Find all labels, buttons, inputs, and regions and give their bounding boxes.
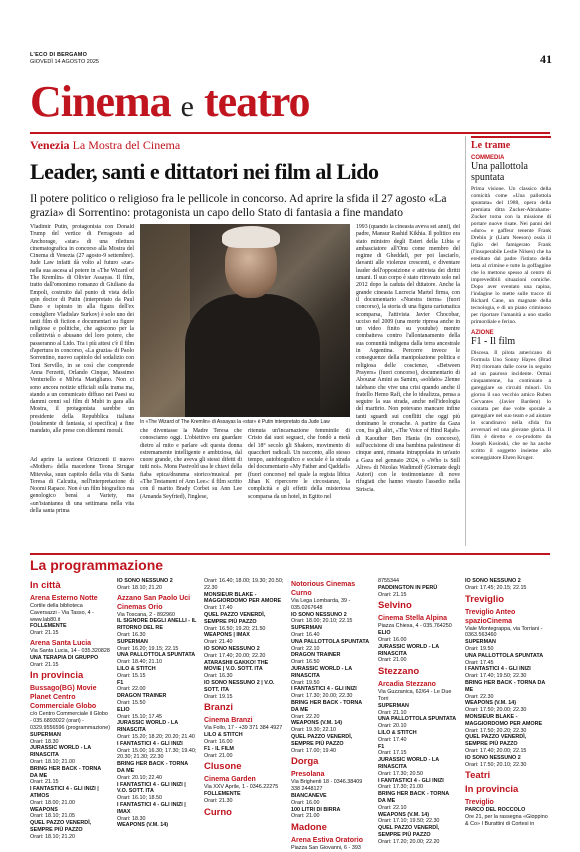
programme-film: BRING HER BACK - TORNA DA ME <box>465 679 546 693</box>
programme-film: WEAPONS <box>30 806 58 813</box>
programme-venue: Presolana <box>291 771 325 779</box>
programme-film: I FANTASTICI 4 - GLI INIZI | IMAX <box>117 801 186 815</box>
programme-film: UNA PALLOTTOLA SPUNTATA <box>378 716 457 723</box>
programme-info: Orari: 17.50; 20.10; 22.30 <box>465 761 527 768</box>
article-kicker <box>30 138 180 152</box>
programme-film: UNA TERAPIA DI GRUPPO <box>30 654 99 661</box>
programme-column-6 <box>465 578 550 828</box>
programme-venue: Cinema Stella Alpina <box>378 615 447 623</box>
programme-info: Orari: 17.30; 21.00 <box>378 784 423 791</box>
programme-film: LILO & STITCH <box>204 732 243 739</box>
programme-info: Orari: 17.50; 20.20; 22.30 <box>465 727 527 734</box>
programme-film: I FANTASTICI 4 - GLI INIZI <box>378 777 444 784</box>
programme-film: F1 - IL FILM <box>204 745 234 752</box>
programme-info: Orari: 18.10; 21.05 <box>30 813 75 820</box>
programme-film: I FANTASTICI 4 - GLI INIZI <box>117 740 183 747</box>
article-text: Vladimir Putin, protagonista con Donald Trump del vertice di Ferragosto ad Anchorage, «star» di una rilettura cinematografica in concorso alla Mostra del Cinema di Venezia (27 agosto-9 settembre). Jude Law infatti dà volto al futuro «zar» nella sua ascesa al potere in «The Wizard of The Kremlin» di Olivier Assayas. Il film, tratto dall'omonimo romanzo di Giuliano da Empoli, costruito dal punto di vista dello spin doctor di Putin (interpretato da Paul Dano e ispirato in alla figura dell'ex consigliere Vladislav Surkov) è solo uno dei tanti film di fiction e documentari su figure religiose e politiche, che agiscono per la collettività o abusano del loro potere, che passeranno al Lido. Tra i più attesi c'è il film d'apertura in concorso, «La grazia» di Paolo Sorrentino, nuovo capitolo del sodalizio con Toni Servillo, in se così che comprende Anna Ferzetti, Orlando Cinque, Massimo Venturiello e Milvia Marigliano. Non ci sono ancora notizie ufficiali sulla trama ma, stando a un comunicato diffuso nei Paesi su dammi cenni sul film di Mubi in gara alla Mostra, il protagonista sarebbe un presidente della Repubblica italiana (totalmente di fantasia, si specifica) a fine mandato, alle prese con dilemmi morali. <box>30 224 134 435</box>
programme-info: Orari: 21.15 <box>30 779 59 786</box>
programme-info: Orari: 17.40 <box>204 605 233 612</box>
programme-info: Orari: 17.45; 20.15; 22.15 <box>465 584 527 591</box>
programme-film: WEAPONS (V.M. 14) <box>465 700 517 707</box>
programme-film: JURASSIC WORLD - LA RINASCITA <box>378 643 439 657</box>
programme-film: WEAPONS | IMAX <box>204 632 250 639</box>
masthead <box>30 52 99 66</box>
section-rule <box>30 132 550 134</box>
programme-info: Orari: 16.30 <box>117 631 146 638</box>
programme-town: Treviglio <box>465 593 505 605</box>
programme-info: Orari: 19.50 <box>291 679 320 686</box>
programme-info: Orari: 22.10 <box>378 804 407 811</box>
programme-film: PARCO DEL ROCCOLO <box>465 807 526 814</box>
programme-info: Orari: 17.10; 19.50; 22.30 <box>378 818 440 825</box>
programme-info: Orari: 21.30 <box>204 797 233 804</box>
programme-info: Orari: 17.00; 19.40 <box>291 747 336 754</box>
programme-film: WEAPONS (V.M. 14) <box>117 822 169 829</box>
programme-info: Orari: 20.10 <box>378 723 407 730</box>
programme-film: SUPERMAN <box>465 639 496 646</box>
programme-venue: Treviglio <box>465 799 494 807</box>
programme-info: Via XXV Aprile, 1 - 0346.22275 <box>204 784 279 791</box>
programme-film: BIANCANEVE <box>291 792 327 799</box>
programme-info: Orari: 17.20; 20.00; 22.20 <box>378 838 440 845</box>
programme-venue: Cinema Garden <box>204 776 256 784</box>
programme-info: Ore 21, per la rassegna «Gioppino & Co» I Burattini di Cortesi in <box>465 814 548 827</box>
programme-film: WEAPONS (V.M. 14) <box>378 811 430 818</box>
programme-column-4 <box>291 578 371 852</box>
programme-info: Orari: 21.15 <box>30 661 59 668</box>
programme-info: Orari: 22.00 <box>117 686 146 693</box>
page-number: 41 <box>540 52 552 66</box>
programme-info: Orari: 18.10; 21.00 <box>30 758 75 765</box>
programme-info: c/o Centro Commerciale il Globo - 035.6893022 (orari) - 0329.9556596 (programmazione) <box>30 711 111 731</box>
programme-film: SUPERMAN <box>30 731 61 738</box>
programme-film: SUPERMAN <box>291 625 322 632</box>
programme-info: Orari: 15.00; 16.30; 17.30; 19.40; 20.30; 21.30; 22.30 <box>117 747 197 761</box>
programme-info: Orari: 17.40; 20.00; 22.15 <box>465 747 527 754</box>
programme-film: IO SONO NESSUNO 2 <box>291 611 347 618</box>
article-text: che diventasse la Madre Teresa che conosciamo oggi. L'obiettivo era guardare dietro al mito e parlare «di questa donna estremamente intelligente e ambiziosa, dal cuore grande, che aveva gli stessi difetti di tutti noi». Mons Pastvold usa le chiavi della fiaba epica/dramma storico/musical per «The Testament of Ann Lee»: il film scritto con il marito Brady Corbet su Ann Lee (Amanda Seyfried), l'inglese, <box>140 428 242 500</box>
programme-info: Orari: 18.40; 21.10 <box>117 659 162 666</box>
programme-film: I FANTASTICI 4 - GLI INIZI | ATMOS <box>30 786 99 799</box>
programme-info: Orari: 15.15 <box>117 672 146 679</box>
article-column-2 <box>140 428 242 546</box>
programme-info: Orari: 16.40 <box>291 631 320 638</box>
programme-info: Orari: 16.20; 19.15; 22.15 <box>117 645 179 652</box>
section-word-and: e <box>180 90 194 123</box>
programme-town: Branzi <box>204 702 234 714</box>
programme-info: Orari: 19.50 <box>465 645 494 652</box>
section-title <box>30 77 310 129</box>
programme-film: QUEL PAZZO VENERDÌ, SEMPRE PIÙ PAZZO <box>204 611 266 625</box>
programme-town: In provincia <box>465 784 519 796</box>
programme-info: Orari: 21.00 <box>204 752 233 759</box>
programme-film: QUEL PAZZO VENERDÌ, SEMPRE PIÙ PAZZO <box>30 820 92 833</box>
programme-column-1 <box>30 578 110 841</box>
programme-info: Orari: 16.00 <box>291 799 320 806</box>
programme-town: In città <box>30 580 61 591</box>
programme-info: Orari: 15.20; 18.20; 20.20; 21.40 <box>117 733 195 740</box>
programme-info: Via Lega Lombarda, 39 - 035.0267648 <box>291 598 351 611</box>
programme-info: Orari: 16.50; 19.20; 21.50 <box>204 625 266 632</box>
programme-film: UNA PALLOTTOLA SPUNTATA <box>291 638 370 645</box>
kicker-topic: La Mostra del Cinema <box>72 138 181 152</box>
programme-info: Orari: 16.50 <box>291 659 320 666</box>
issue-date: GIOVEDÌ 14 AGOSTO 2025 <box>30 59 99 65</box>
programme-info: Via Brighenti 18 - 0346.38409 338 2448127 <box>291 779 363 793</box>
programme-film: IO SONO NESSUNO 2 <box>465 578 521 584</box>
programme-film: BRING HER BACK - TORNA DA ME <box>30 765 101 779</box>
programme-film: IO SONO NESSUNO 2 | V.O. SOTT. ITA <box>204 679 275 693</box>
programme-info: Orari: 18.00; 21.00 <box>30 799 75 806</box>
programme-film: IL SIGNORE DEGLI ANELLI - IL RITORNO DEL RE <box>117 618 197 632</box>
programme-info: Orari: 17.40; 19.50; 22.30 <box>465 673 527 680</box>
programme-info: Orari: 21.00 <box>291 813 320 820</box>
section-word-teatro: teatro <box>203 77 310 126</box>
programme-venue: Notorious Cinemas Curno <box>291 581 356 597</box>
programme-town: Teatri <box>465 770 491 782</box>
programme-column-5 <box>378 578 458 846</box>
programme-info: Orari: 16.10; 18.50 <box>117 795 162 802</box>
programme-town: In provincia <box>30 670 84 682</box>
programme-town: Madone <box>291 822 327 834</box>
programme-column-2 <box>117 578 197 829</box>
programme-title: La programmazione <box>30 557 164 573</box>
programme-film: ELIO <box>117 706 130 713</box>
programme-film: DRAGON TRAINER <box>291 652 341 659</box>
programme-film: 100 LITRI DI BIRRA <box>291 806 341 813</box>
sidebar-category: COMMEDIA <box>471 155 505 161</box>
programme-film: IO SONO NESSUNO 2 <box>117 578 173 584</box>
sidebar-film-plot: Discesa. Il pilota americano di Formula Uno Sonny Hayes (Brad Pitt) ritornato dalle corse in seguito ad un pauroso incidente. Ormai cinquantenne, ha continuato a gareggiare su circuiti minori. Un giorno il suo vecchio amico Ruben Cervantes (Javier Bardem) lo contatta per due volte sporale a gareggiare nel suo team e ad aiutare lo scandinavo nella sfida fra avversari ed una giovane gloria. Il film è diretto e co-prodotto da Joseph Kosinski, che ne ha anche scritto il soggetto insieme allo sceneggiatore Ehren Kruger. <box>471 350 551 461</box>
programme-film: JURASSIC WORLD - LA RINASCITA <box>378 757 439 770</box>
section-word-cinema: Cinema <box>30 77 171 126</box>
programme-film: BRING HER BACK - TORNA DA ME <box>378 791 449 804</box>
programme-info: Orari: 17.45 <box>465 659 494 666</box>
programme-info: Orari: 17.30; 20.00; 22.30 <box>291 693 353 700</box>
programme-info: Orari: 21.00 <box>378 657 407 664</box>
programme-info: 8755344 <box>378 578 399 584</box>
programme-column-3 <box>204 578 284 819</box>
programme-venue: Cinema Branzi <box>204 717 253 725</box>
sidebar-plots <box>471 136 551 462</box>
programme-venue: Arena Estiva Oratorio <box>291 837 363 845</box>
programme-film: UNA PALLOTTOLA SPUNTATA <box>117 652 196 659</box>
programme-film: LILO & STITCH <box>378 729 417 736</box>
programme-info: Orari: 22.30 <box>465 693 494 700</box>
programme-info: Orari: 18.30 <box>117 815 146 822</box>
programme-film: MONSIEUR BLAKE - MAGGIORDOMO PER AMORE <box>204 591 282 605</box>
sidebar-film-title: F1 - Il film <box>471 336 516 347</box>
programme-info: Orari: 16.00 <box>378 636 407 643</box>
programme-film: SUPERMAN <box>378 702 409 709</box>
programme-info: Orari: 22.10 <box>291 645 320 652</box>
programme-film: IO SONO NESSUNO 2 <box>465 754 521 761</box>
programme-town: Clusone <box>204 761 242 773</box>
programme-film: BRING HER BACK - TORNA DA ME <box>291 699 362 713</box>
programme-film: I FANTASTICI 4 - GLI INIZI <box>291 686 357 693</box>
programme-info: Orari: 18.10; 21.20 <box>30 833 75 840</box>
programme-info: Piazza Chiesa, 4 - 035.764250 <box>378 623 452 630</box>
programme-info: Via Follo, 17 - +39 371 384 4927 <box>204 725 283 732</box>
programme-info: Orari: 16.00 <box>204 738 233 745</box>
programme-venue: Azzano San Paolo Uci Cinemas Orio <box>117 594 191 611</box>
programme-info: Orari: 17.40; 20.00; 22.20 <box>204 652 266 659</box>
programme-film: FOLLEMENTE <box>30 623 67 630</box>
programme-info: Orari: 21.15 <box>30 630 59 637</box>
article-subhead: Il potere politico o religioso fra le pellicole in concorso. Ad aprire la sfida il 27 agosto «La grazia» di Sorrentino: protagonista un capo dello Stato di fantasia a fine mandato <box>30 193 447 219</box>
programme-info: Orari: 16.40; 18.00; 19.30; 20.50; 22.30 <box>204 578 284 591</box>
programme-info: Orari: 15.10; 17.45 <box>117 713 162 720</box>
programme-film: DRAGON TRAINER <box>117 693 167 700</box>
programme-info: Orari: 19.30; 22.10 <box>291 727 336 734</box>
article-headline: Leader, santi e dittatori nei film al Lido <box>30 159 379 184</box>
sidebar-category: AZIONE <box>471 330 494 336</box>
programme-film: JURASSIC WORLD - LA RINASCITA <box>291 665 352 679</box>
programme-film: JURASSIC WORLD - LA RINASCITA <box>30 745 91 759</box>
article-text: Ad aprire la sezione Orizzonti il nuovo «Mother» della macedone Teona Strugar Mitevska, suun capitolo della vita di Santa Teresa di Calcutta, nell'interpretazione di Noomi Rapace. Non è un film biografico ma genologico bensì a Variety, ma «un'istantanea di una settimana nella vita della santa prima <box>30 457 134 515</box>
article-column-4 <box>356 224 460 546</box>
programme-film: SUPERMAN <box>117 638 148 645</box>
sidebar-film-title: Una pallottola spuntata <box>471 161 528 183</box>
programme-film: JURASSIC WORLD - LA RINASCITA <box>117 720 178 734</box>
article-text: ritenuta un'incarnazione femminile di Cristo dai suoi seguaci, che fondò a metà del 18° secolo gli Shakers, movimento di quaccheri radicali. Un racconto, allo stesso tempo, autobiografico e sociale è la strada del documentario «My Father and Qaddafi» (fuori concorso) nel quale la regista libica Jihan K ripercorre le circostanze, la complicità e gli effetti della misteriosa scomparsa da un hotel, in Egitto nel <box>248 428 350 500</box>
programme-film: WEAPONS (V.M. 14) <box>291 720 343 727</box>
programme-info: Orari: 17.30; 20.50 <box>378 770 423 777</box>
programme-film: FOLLEMENTE <box>204 791 241 798</box>
article-column-1b <box>30 457 134 546</box>
programme-info: Orari: 19.15 <box>204 693 233 700</box>
programme-film: IO SONO NESSUNO 2 <box>204 645 260 652</box>
programme-info: Orari: 21.10 <box>378 709 407 716</box>
programme-venue: Bussago(BG) Movie Planet Centro Commerciale Globo <box>30 685 97 711</box>
programme-film: UNA PALLOTTOLA SPUNTATA <box>465 652 544 659</box>
programme-info: Orari: 20.10; 22.40 <box>117 774 162 781</box>
programme-info: Orari: 18.30 <box>30 738 59 745</box>
programme-film: QUEL PAZZO VENERDÌ, SEMPRE PIÙ PAZZO <box>378 825 440 838</box>
programme-info: Via Guzzanica, 62/64 - Le Due Torri <box>378 689 452 702</box>
programme-town: Stezzano <box>378 666 420 678</box>
article-photo <box>140 224 350 417</box>
programme-film: BRING HER BACK - TORNA DA ME <box>117 761 188 774</box>
programme-film: I FANTASTICI 4 - GLI INIZI | V.O. SOTT. ITA <box>117 781 186 795</box>
column-divider <box>465 136 466 546</box>
programme-film: QUEL PAZZO VENERDÌ, SEMPRE PIÙ PAZZO <box>465 734 527 748</box>
kicker-place: Venezia <box>30 138 70 152</box>
programme-info: Orari: 15.50 <box>117 699 146 706</box>
programme-film: ELIO <box>378 630 391 637</box>
programme-film: PADDINGTON IN PERÙ <box>378 584 438 591</box>
programme-info: Orari: 17.15 <box>378 750 407 757</box>
programme-info: Via Toscana, 2 - 892960 <box>117 611 175 618</box>
article-text: 1993 (quando la cineasta aveva sei anni), del padre, Mansur Rashid Kikhia. Il politico era stato ministro degli Esteri della Libia e ambasciatore all'Onu come membro del regime di Gheddafi, per poi lasciarlo, davanti alle violenze crescenti, e diventare leader dell'opposizione e attivista dei diritti umani. Il suo corpo è stato ritrovato solo nel 2012 dopo la caduta del dittatore. Anche la grande cineasta Lucrecia Martel firma, con il documentario «Nuestra tierra» (fuori concorso), la storia di una figura carismatica scomparsa, l'attivista Javier Chocobar, ucciso nel 2009 (una morte ripresa anche in un video finito su youtube) mentre combatteva contro l'allontanamento della sua comunità indigena dalla terra ancestrale in Argentina. Percorre invece le conseguenze della manipolazione politica e religiosa delle coscienze, «Between Prayers» (fuori concorso), documentario di Abouzar Amini as Samim, «soldato» 2lenne talebano che vive una crisi quando anche il fratello Hemo Rafi, che lo idealizza, pensa a seguire la sua strada, anche nell'ideologia del martirio. Non potevano mancare infine tanti sguardi sui conflitti che oggi più dominano le cronache. A partire da Gaza con, fra gli altri, «The Voice of Hind Rajab» di Kaouther Ben Hania (in concorso), sull'uccisione di una bambina palestinese di cinque anni, rimasta intrappolata in un'auto a Gaza nel gennaio 2024, o «Who is Still Alive» di Nicolas Wadimoff (Giornate degli Autori) con le testimonianze di nove rifugiati che hanno vissuto l'assedio nella Striscia. <box>356 224 460 493</box>
programme-town: Curno <box>204 806 232 818</box>
programme-film: LILO & STITCH <box>117 665 156 672</box>
programme-film: ATARASHII GAKKO! THE MOVIE | V.O. SOTT. ITA <box>204 659 269 673</box>
programme-venue: Arena Esterno Notte <box>30 595 98 602</box>
programme-film: F1 <box>117 679 124 686</box>
programme-town: Dorga <box>291 756 319 768</box>
programme-info: Orari: 17.40 <box>378 736 407 743</box>
programme-venue: Treviglio Anteo spazioCinema <box>465 608 516 625</box>
programme-info: Piazza San Giovanni, 6 - 393 <box>291 845 361 852</box>
photo-caption: In «The Wizard of The Kremlin» di Assayas la «star» è Putin interpretato da Jude Law <box>140 419 330 425</box>
sidebar-title: Le trame <box>471 136 551 151</box>
programme-info: Viale Montegrappa, via Torriani - 0363.563460 <box>465 625 543 639</box>
programme-info: Orari: 18.10; 21.20 <box>117 584 162 591</box>
programme-film: MONSIEUR BLAKE - MAGGIORDOMO PER AMORE <box>465 713 543 727</box>
programme-town: Selvino <box>378 600 412 612</box>
programme-info: Orari: 21.15 <box>378 591 407 598</box>
programme-info: Orari: 17.50; 20.00; 22.30 <box>465 707 527 714</box>
programme-info: Via Santa Lucia, 14 - 035.320828 <box>30 647 110 654</box>
programme-info: Orari: 21.40 <box>204 639 233 646</box>
programme-film: I FANTASTICI 4 - GLI INIZI <box>465 666 531 673</box>
sidebar-film-plot: Prima visione. Un classico della comicità come «Una pallottola spuntata» del 1988, opera della premiata ditta Zucker-Abrahams-Zucker torna con la missione di portare nuove risate. Nei panni del «duro» e gaffeur tenente Frank Drebin jr (Liam Neeson) ossia il figlio del famigerato Frank (l'insuperabile Leslie Nilsen) che ha ereditato dal padre l'istinto della letta al crimine e tutte la goffaggine che lo mettono spesso al centro di imprevedibili situazioni comiche. Dopo aver sventato una rapina, l'indagine lo mette sulle tracce di Richard Cane, un magnate della tecnologia, e di un piano criminoso per riportare l'umanità a uno stadio primordiale e ferino. <box>471 186 551 325</box>
programme-venue: Arena Santa Lucia <box>30 639 92 647</box>
programme-info: Orari: 16.30 <box>204 673 233 680</box>
article-column-3 <box>248 428 350 546</box>
programme-info: Orari: 18.00; 20.10; 22.15 <box>291 618 353 625</box>
programme-film: QUEL PAZZO VENERDÌ, SEMPRE PIÙ PAZZO <box>291 733 353 747</box>
newspaper-name: L'ECO DI BERGAMO <box>30 52 88 58</box>
programme-rule <box>30 553 550 555</box>
programme-info: Cortile della biblioteca Caversazzi - Via Tasso, 4 - www.lab80.it <box>30 603 94 623</box>
programme-venue: Arcadia Stezzano <box>378 681 436 689</box>
programme-info: Orari: 22.20 <box>291 713 320 720</box>
programme-film: F1 <box>378 743 385 750</box>
